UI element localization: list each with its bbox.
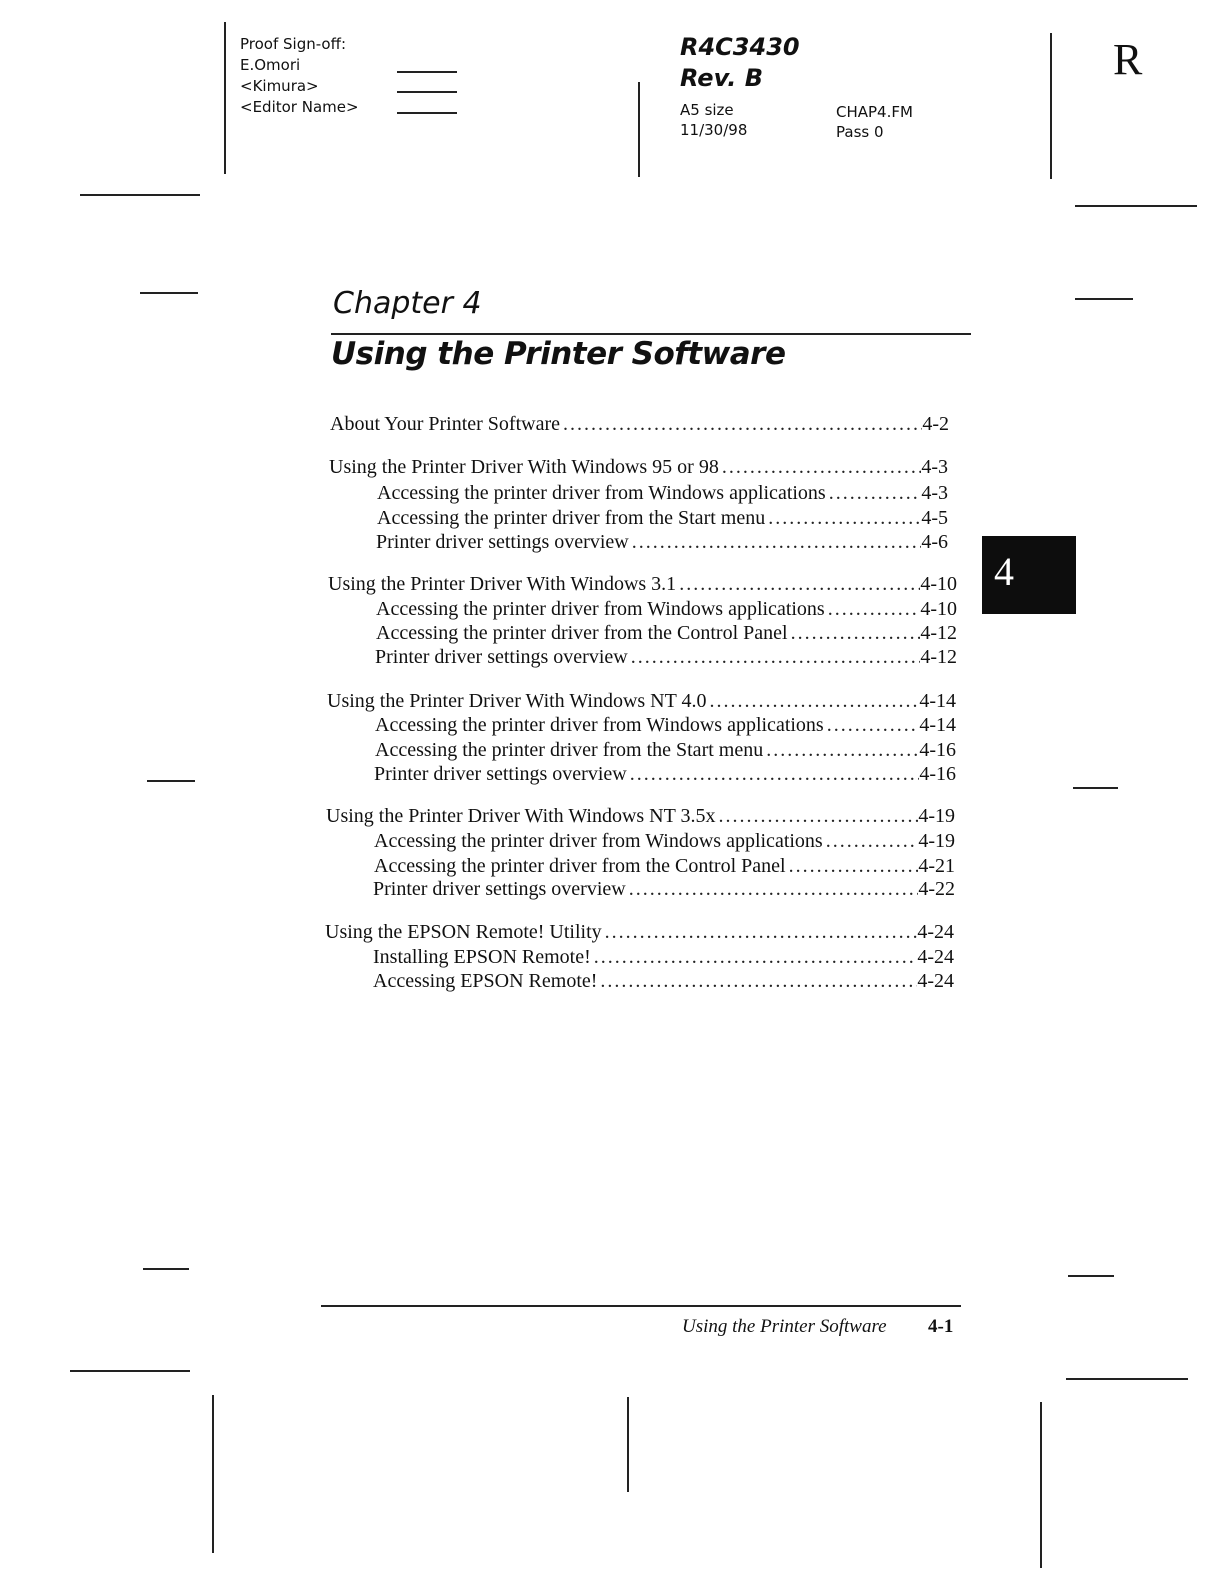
toc-leader (676, 572, 920, 596)
toc-entry (329, 455, 948, 479)
toc-entry-title: Accessing the printer driver from the Control Panel (374, 855, 786, 877)
crop-mark-horizontal (143, 1268, 189, 1270)
chapter-label: Chapter 4 (333, 286, 482, 321)
toc-leader (719, 455, 921, 479)
toc-entry-title: Using the Printer Driver With Windows NT 4.0 (327, 690, 707, 712)
toc-entry-page: 4-12 (920, 646, 957, 668)
toc-entry-page: 4-24 (917, 921, 954, 943)
doc-file: CHAP4.FM (836, 103, 913, 121)
chapter-title: Using the Printer Software (331, 336, 786, 372)
chapter-thumb-number: 4 (994, 549, 1014, 594)
signature-line (397, 91, 457, 93)
crop-mark-vertical (638, 82, 640, 177)
toc-entry-title: Using the EPSON Remote! Utility (325, 921, 602, 943)
crop-mark-horizontal (1075, 298, 1133, 300)
toc-leader (715, 804, 918, 828)
doc-header (680, 32, 800, 94)
toc-entry (377, 506, 948, 530)
toc-entry-page: 4-3 (921, 482, 948, 504)
toc-entry-title: Printer driver settings overview (373, 878, 626, 900)
toc-leader (763, 738, 919, 762)
footer-page-number: 4-1 (928, 1316, 954, 1337)
crop-mark-horizontal (1066, 1378, 1188, 1380)
toc-leader (826, 481, 922, 505)
toc-leader (597, 969, 917, 993)
toc-entry-title: Accessing the printer driver from the Start menu (375, 739, 764, 761)
toc-entry-title: Accessing the printer driver from Windows applications (375, 714, 824, 736)
toc-entry-page: 4-14 (919, 690, 956, 712)
toc-entry-page: 4-21 (918, 855, 955, 877)
toc-leader (629, 530, 922, 554)
toc-entry-page: 4-19 (918, 805, 955, 827)
toc-entry-page: 4-3 (921, 456, 948, 478)
toc-entry-title: Using the Printer Driver With Windows NT 3.5x (326, 805, 716, 827)
toc-entry-title: Accessing the printer driver from Windows applications (377, 482, 826, 504)
doc-size: A5 size (680, 101, 734, 119)
toc-entry (376, 530, 948, 554)
toc-entry-title: Accessing the printer driver from the Start menu (377, 507, 766, 529)
toc-entry-title: Accessing the printer driver from Windows applications (376, 598, 825, 620)
toc-entry-page: 4-2 (922, 413, 949, 435)
crop-mark-horizontal (147, 780, 195, 782)
chapter-thumb-tab (982, 536, 1076, 614)
toc-entry (374, 762, 956, 786)
toc-entry-page: 4-24 (917, 970, 954, 992)
toc-entry-page: 4-10 (920, 573, 957, 595)
doc-code: R4C3430 (680, 33, 800, 61)
toc-entry-page: 4-6 (921, 531, 948, 553)
toc-leader (591, 945, 918, 969)
toc-entry-title: Using the Printer Driver With Windows 95 or 98 (329, 456, 719, 478)
crop-mark-horizontal (140, 292, 198, 294)
toc-entry-page: 4-22 (918, 878, 955, 900)
crop-mark-vertical (212, 1395, 214, 1553)
toc-entry-page: 4-5 (921, 507, 948, 529)
crop-mark-vertical (224, 22, 226, 174)
doc-date: 11/30/98 (680, 121, 748, 139)
toc-entry-title: Printer driver settings overview (376, 531, 629, 553)
crop-mark-vertical (627, 1397, 629, 1492)
toc-entry (328, 572, 957, 596)
toc-leader (628, 645, 921, 669)
toc-entry-page: 4-24 (917, 946, 954, 968)
proof-signoff-name: <Editor Name> (240, 98, 359, 116)
toc-entry-page: 4-16 (919, 739, 956, 761)
toc-entry-title: About Your Printer Software (330, 413, 560, 435)
toc-entry (326, 804, 955, 828)
toc-leader (765, 506, 921, 530)
crop-mark-vertical (1050, 33, 1052, 179)
toc-leader (627, 762, 920, 786)
crop-mark-horizontal (1068, 1275, 1114, 1277)
doc-meta-right (836, 102, 913, 142)
proof-signoff-name: E.Omori (240, 56, 301, 74)
toc-entry (325, 920, 954, 944)
doc-pass: Pass 0 (836, 123, 884, 141)
toc-leader (626, 877, 919, 901)
toc-entry-page: 4-10 (920, 598, 957, 620)
toc-entry-title: Printer driver settings overview (374, 763, 627, 785)
toc-entry (376, 621, 957, 645)
crop-mark-vertical (1040, 1402, 1042, 1568)
toc-entry (375, 713, 956, 737)
crop-mark-horizontal (70, 1370, 190, 1372)
toc-entry (376, 597, 957, 621)
toc-leader (823, 829, 919, 853)
doc-meta-left (680, 100, 747, 140)
toc-leader (602, 920, 918, 944)
doc-revision: Rev. B (680, 64, 764, 92)
toc-entry (375, 738, 956, 762)
toc-leader (788, 621, 921, 645)
toc-entry (330, 412, 949, 436)
toc-entry-title: Using the Printer Driver With Windows 3.1 (328, 573, 677, 595)
toc-leader (560, 412, 922, 436)
toc-entry (327, 689, 956, 713)
footer-rule (321, 1305, 961, 1307)
toc-entry (373, 877, 955, 901)
toc-entry-title: Accessing EPSON Remote! (373, 970, 598, 992)
proof-signoff (240, 34, 359, 118)
corner-mark: R (1113, 35, 1143, 84)
proof-signoff-label: Proof Sign-off: (240, 35, 346, 53)
crop-mark-horizontal (80, 194, 200, 196)
toc-entry-title: Printer driver settings overview (375, 646, 628, 668)
toc-entry (375, 645, 957, 669)
toc-entry (374, 854, 955, 878)
toc-entry-page: 4-14 (919, 714, 956, 736)
toc-leader (786, 854, 919, 878)
signature-line (397, 71, 457, 73)
crop-mark-horizontal (1073, 787, 1118, 789)
toc-entry (374, 829, 955, 853)
toc-leader (824, 713, 920, 737)
toc-leader (706, 689, 919, 713)
proof-signoff-name: <Kimura> (240, 77, 319, 95)
toc-entry-page: 4-16 (919, 763, 956, 785)
footer-running-title: Using the Printer Software (682, 1316, 887, 1337)
toc-leader (825, 597, 921, 621)
toc-entry (377, 481, 948, 505)
toc-entry-title: Accessing the printer driver from the Control Panel (376, 622, 788, 644)
toc-entry-page: 4-12 (920, 622, 957, 644)
toc-entry-title: Installing EPSON Remote! (373, 946, 591, 968)
signature-line (397, 112, 457, 114)
toc-entry (373, 969, 954, 993)
crop-mark-horizontal (1075, 205, 1197, 207)
toc-entry (373, 945, 954, 969)
toc-entry-title: Accessing the printer driver from Windows applications (374, 830, 823, 852)
toc-entry-page: 4-19 (918, 830, 955, 852)
